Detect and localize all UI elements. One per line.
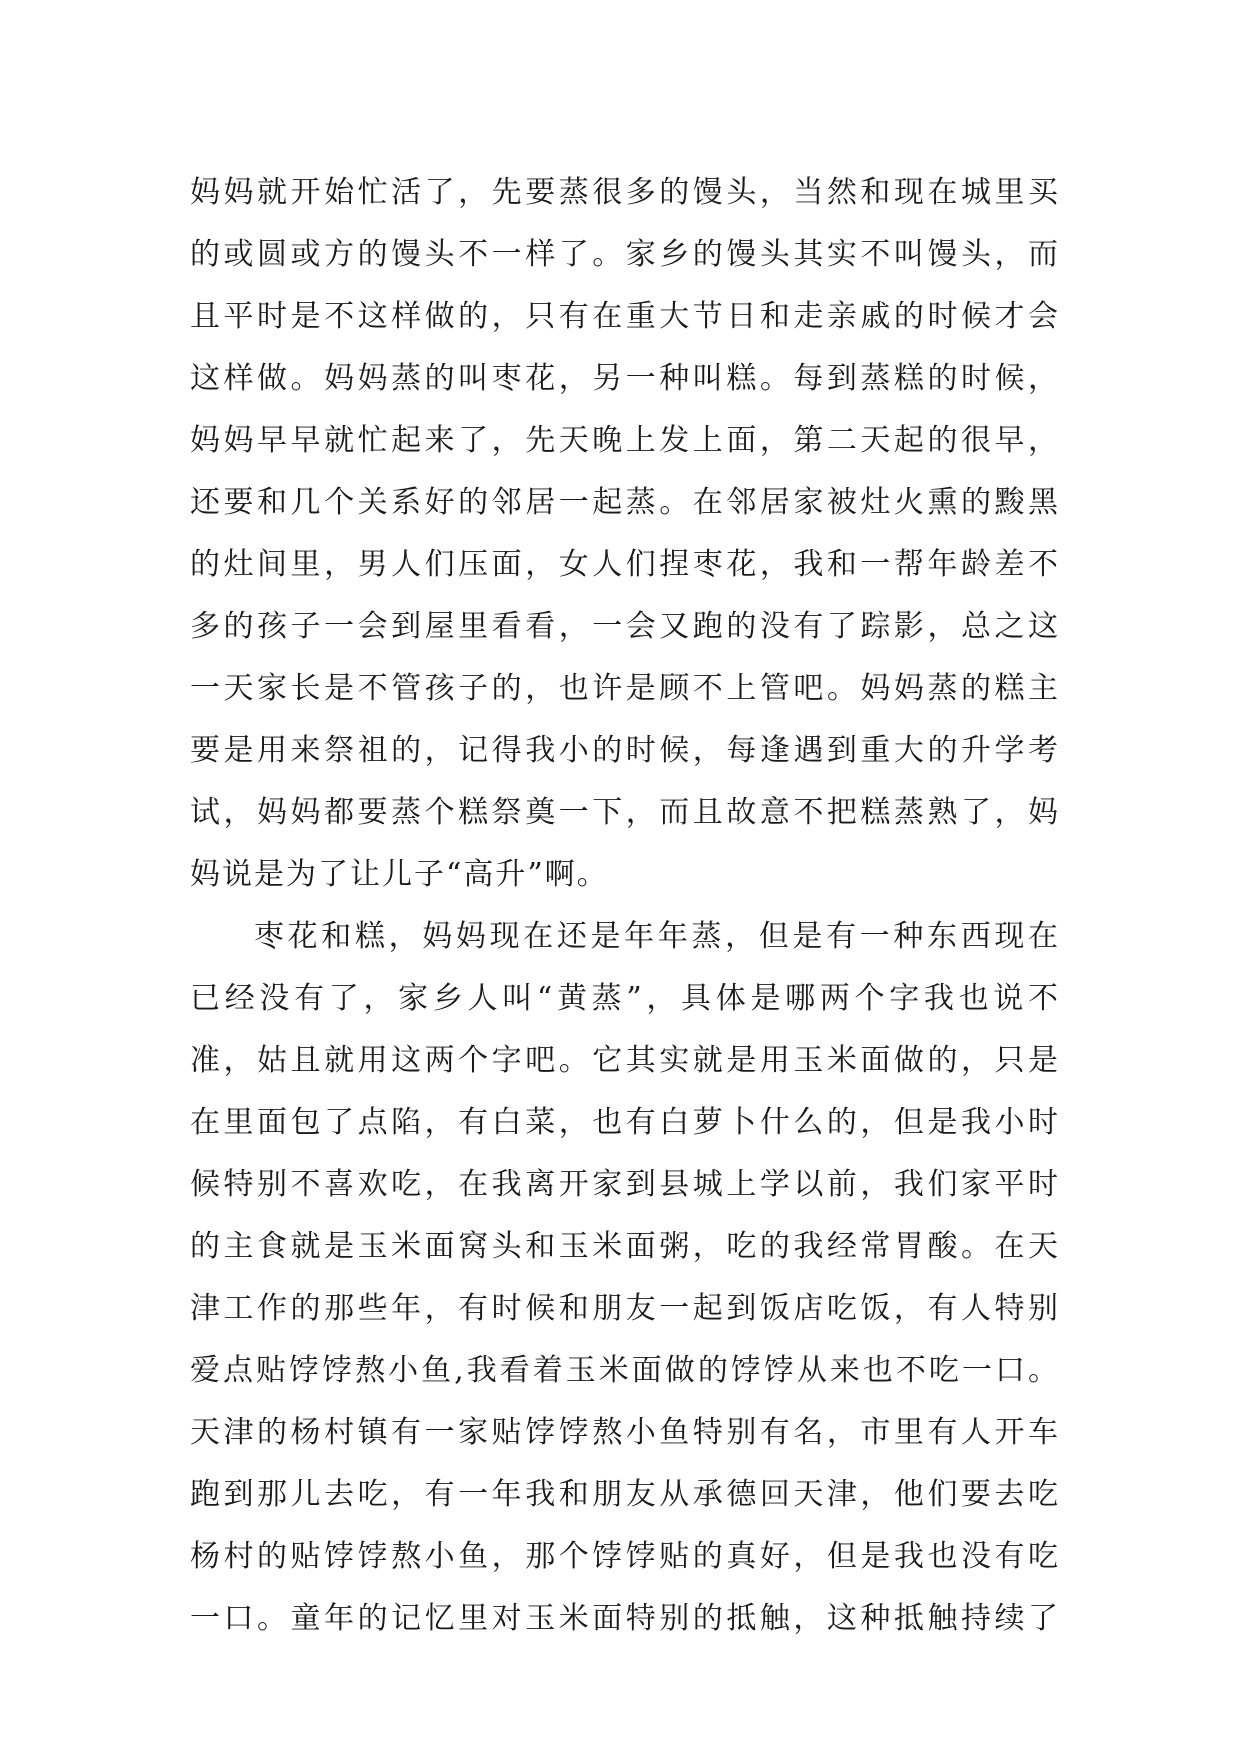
text-line: 津工作的那些年，有时候和朋友一起到饭店吃饭，有人特别 [190,1291,1060,1326]
text-line: 妈妈早早就忙起来了，先天晚上发上面，第二天起的很早， [190,423,1060,458]
text-line: 妈妈就开始忙活了，先要蒸很多的馒头，当然和现在城里买 [190,175,1060,210]
text-line: 试，妈妈都要蒸个糕祭奠一下，而且故意不把糕蒸熟了，妈 [190,795,1060,830]
paragraph-2 [190,906,1060,1650]
text-line: 候特别不喜欢吃，在我离开家到县城上学以前，我们家平时 [190,1167,1060,1202]
paragraph-1 [190,162,1060,906]
text-line: 的主食就是玉米面窝头和玉米面粥，吃的我经常胃酸。在天 [190,1229,1060,1264]
text-line: 准，姑且就用这两个字吧。它其实就是用玉米面做的，只是 [190,1043,1060,1078]
text-line: 的灶间里，男人们压面，女人们捏枣花，我和一帮年龄差不 [190,547,1060,582]
text-line: 天津的杨村镇有一家贴饽饽熬小鱼特别有名，市里有人开车 [190,1415,1060,1450]
text-line: 杨村的贴饽饽熬小鱼，那个饽饽贴的真好，但是我也没有吃 [190,1539,1060,1574]
text-line: 的或圆或方的馒头不一样了。家乡的馒头其实不叫馒头，而 [190,237,1060,272]
text-line: 还要和几个关系好的邻居一起蒸。在邻居家被灶火熏的黢黑 [190,485,1060,520]
text-line: 这样做。妈妈蒸的叫枣花，另一种叫糕。每到蒸糕的时候， [190,361,1060,396]
text-line: 枣花和糕，妈妈现在还是年年蒸，但是有一种东西现在 [254,919,1060,954]
text-line: 已经没有了，家乡人叫“黄蒸”，具体是哪两个字我也说不 [190,981,1060,1016]
text-line: 且平时是不这样做的，只有在重大节日和走亲戚的时候才会 [190,299,1060,334]
text-line: 要是用来祭祖的，记得我小的时候，每逢遇到重大的升学考 [190,733,1060,768]
text-line: 妈说是为了让儿子“高升”啊。 [190,857,609,892]
text-line: 爱点贴饽饽熬小鱼,我看着玉米面做的饽饽从来也不吃一口。 [190,1353,1060,1388]
body-text [190,162,1060,1650]
text-line: 多的孩子一会到屋里看看，一会又跑的没有了踪影，总之这 [190,609,1060,644]
text-line: 一口。童年的记忆里对玉米面特别的抵触，这种抵触持续了 [190,1601,1060,1636]
text-line: 在里面包了点陷，有白菜，也有白萝卜什么的，但是我小时 [190,1105,1060,1140]
text-line: 跑到那儿去吃，有一年我和朋友从承德回天津，他们要去吃 [190,1477,1060,1512]
text-line: 一天家长是不管孩子的，也许是顾不上管吧。妈妈蒸的糕主 [190,671,1060,706]
